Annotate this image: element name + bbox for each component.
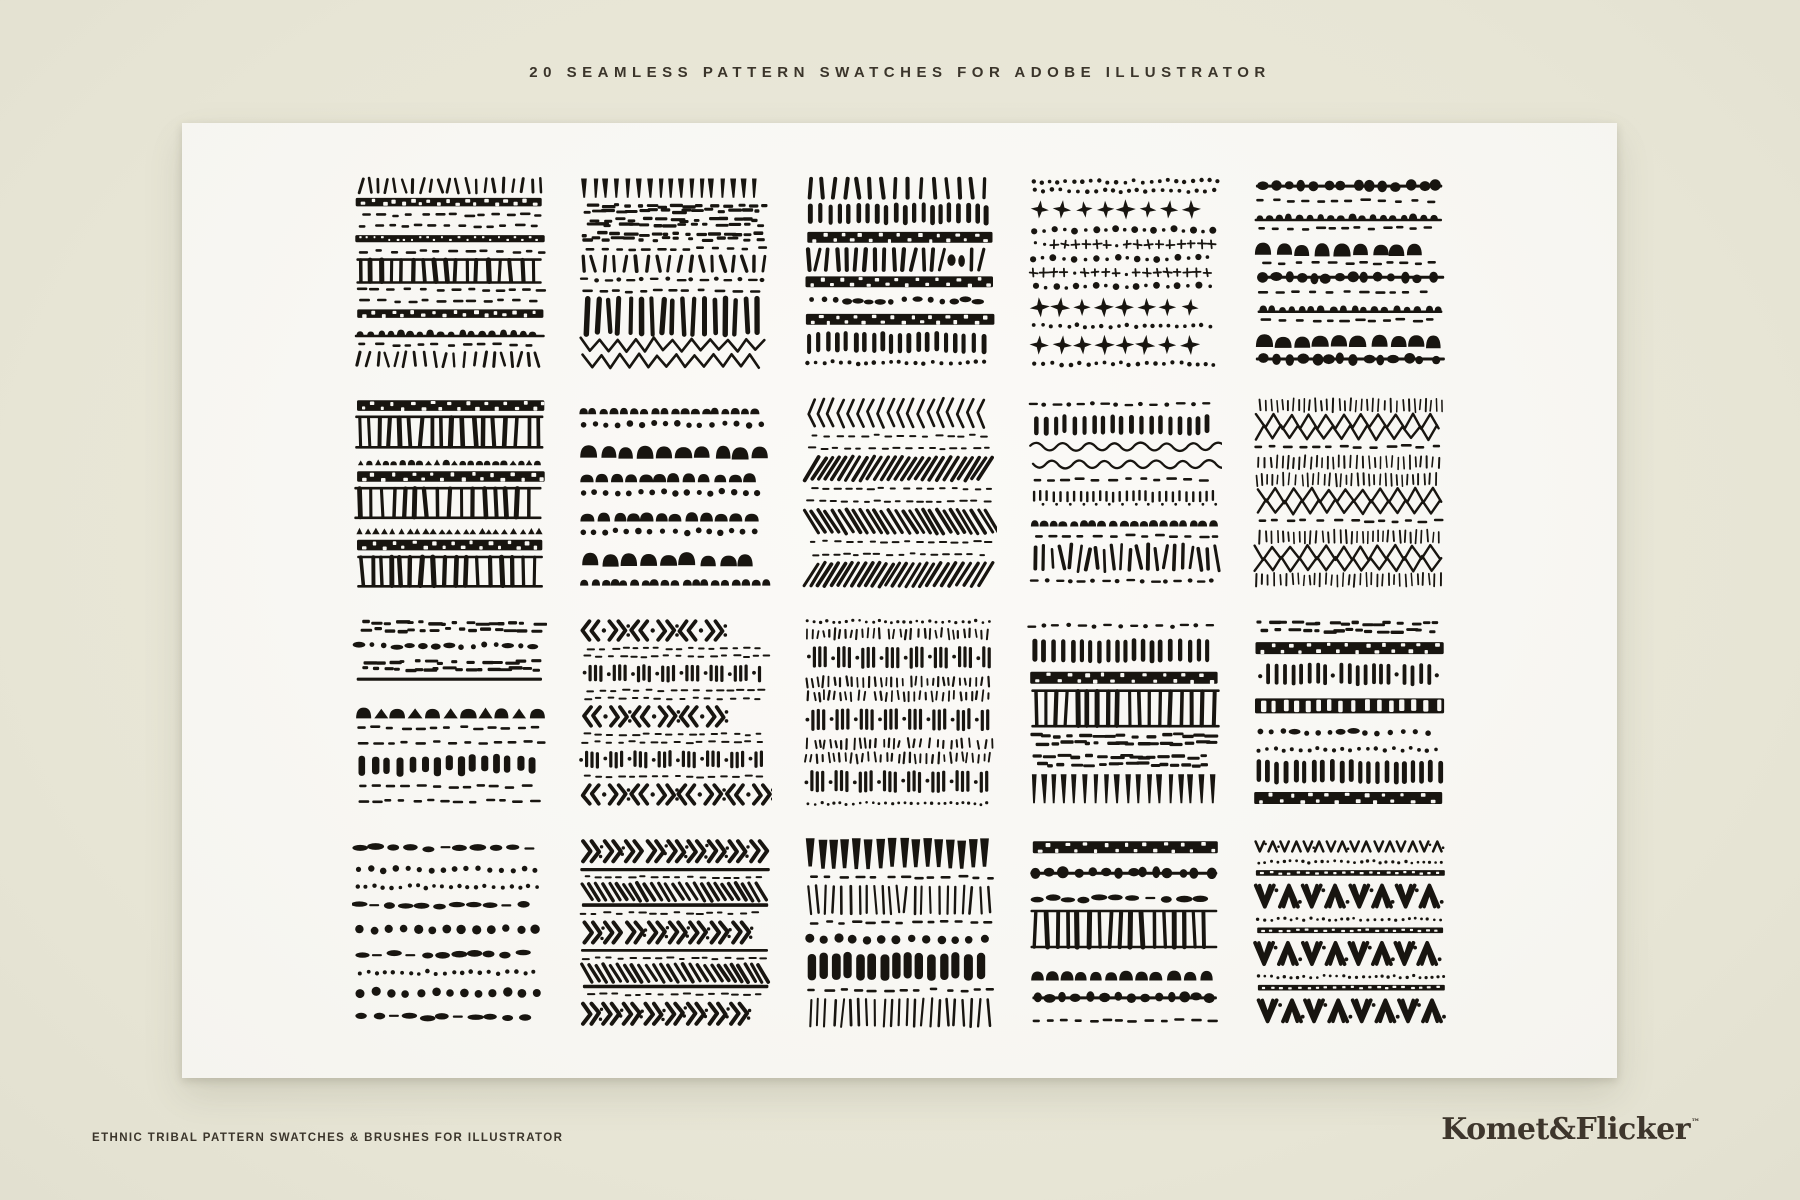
pattern-swatch-16 — [352, 835, 547, 1030]
pattern-swatch-14 — [1027, 615, 1222, 810]
pattern-swatch-2 — [577, 175, 772, 370]
pattern-swatch-19 — [1027, 835, 1222, 1030]
pattern-swatch-4 — [1027, 175, 1222, 370]
pattern-swatch-15 — [1252, 615, 1447, 810]
pattern-swatch-18 — [802, 835, 997, 1030]
swatch-grid — [352, 175, 1447, 1030]
brand-logo — [1441, 1112, 1700, 1147]
pattern-swatch-10 — [1252, 395, 1447, 590]
pattern-swatch-13 — [802, 615, 997, 810]
pattern-swatch-5 — [1252, 175, 1447, 370]
trademark-symbol: ™ — [1691, 1118, 1700, 1128]
pattern-swatch-3 — [802, 175, 997, 370]
brand-name: Komet&Flicker — [1441, 1112, 1690, 1147]
pattern-swatch-11 — [352, 615, 547, 810]
footer-tagline: ETHNIC TRIBAL PATTERN SWATCHES & BRUSHES FOR ILLUSTRATOR — [92, 1132, 564, 1144]
page-title: 20 SEAMLESS PATTERN SWATCHES FOR ADOBE ILLUSTRATOR — [529, 64, 1271, 81]
pattern-swatch-20 — [1252, 835, 1447, 1030]
pattern-swatch-8 — [802, 395, 997, 590]
pattern-swatch-6 — [352, 395, 547, 590]
presentation-card — [182, 123, 1617, 1078]
pattern-swatch-9 — [1027, 395, 1222, 590]
pattern-swatch-12 — [577, 615, 772, 810]
pattern-swatch-17 — [577, 835, 772, 1030]
pattern-swatch-7 — [577, 395, 772, 590]
pattern-swatch-1 — [352, 175, 547, 370]
